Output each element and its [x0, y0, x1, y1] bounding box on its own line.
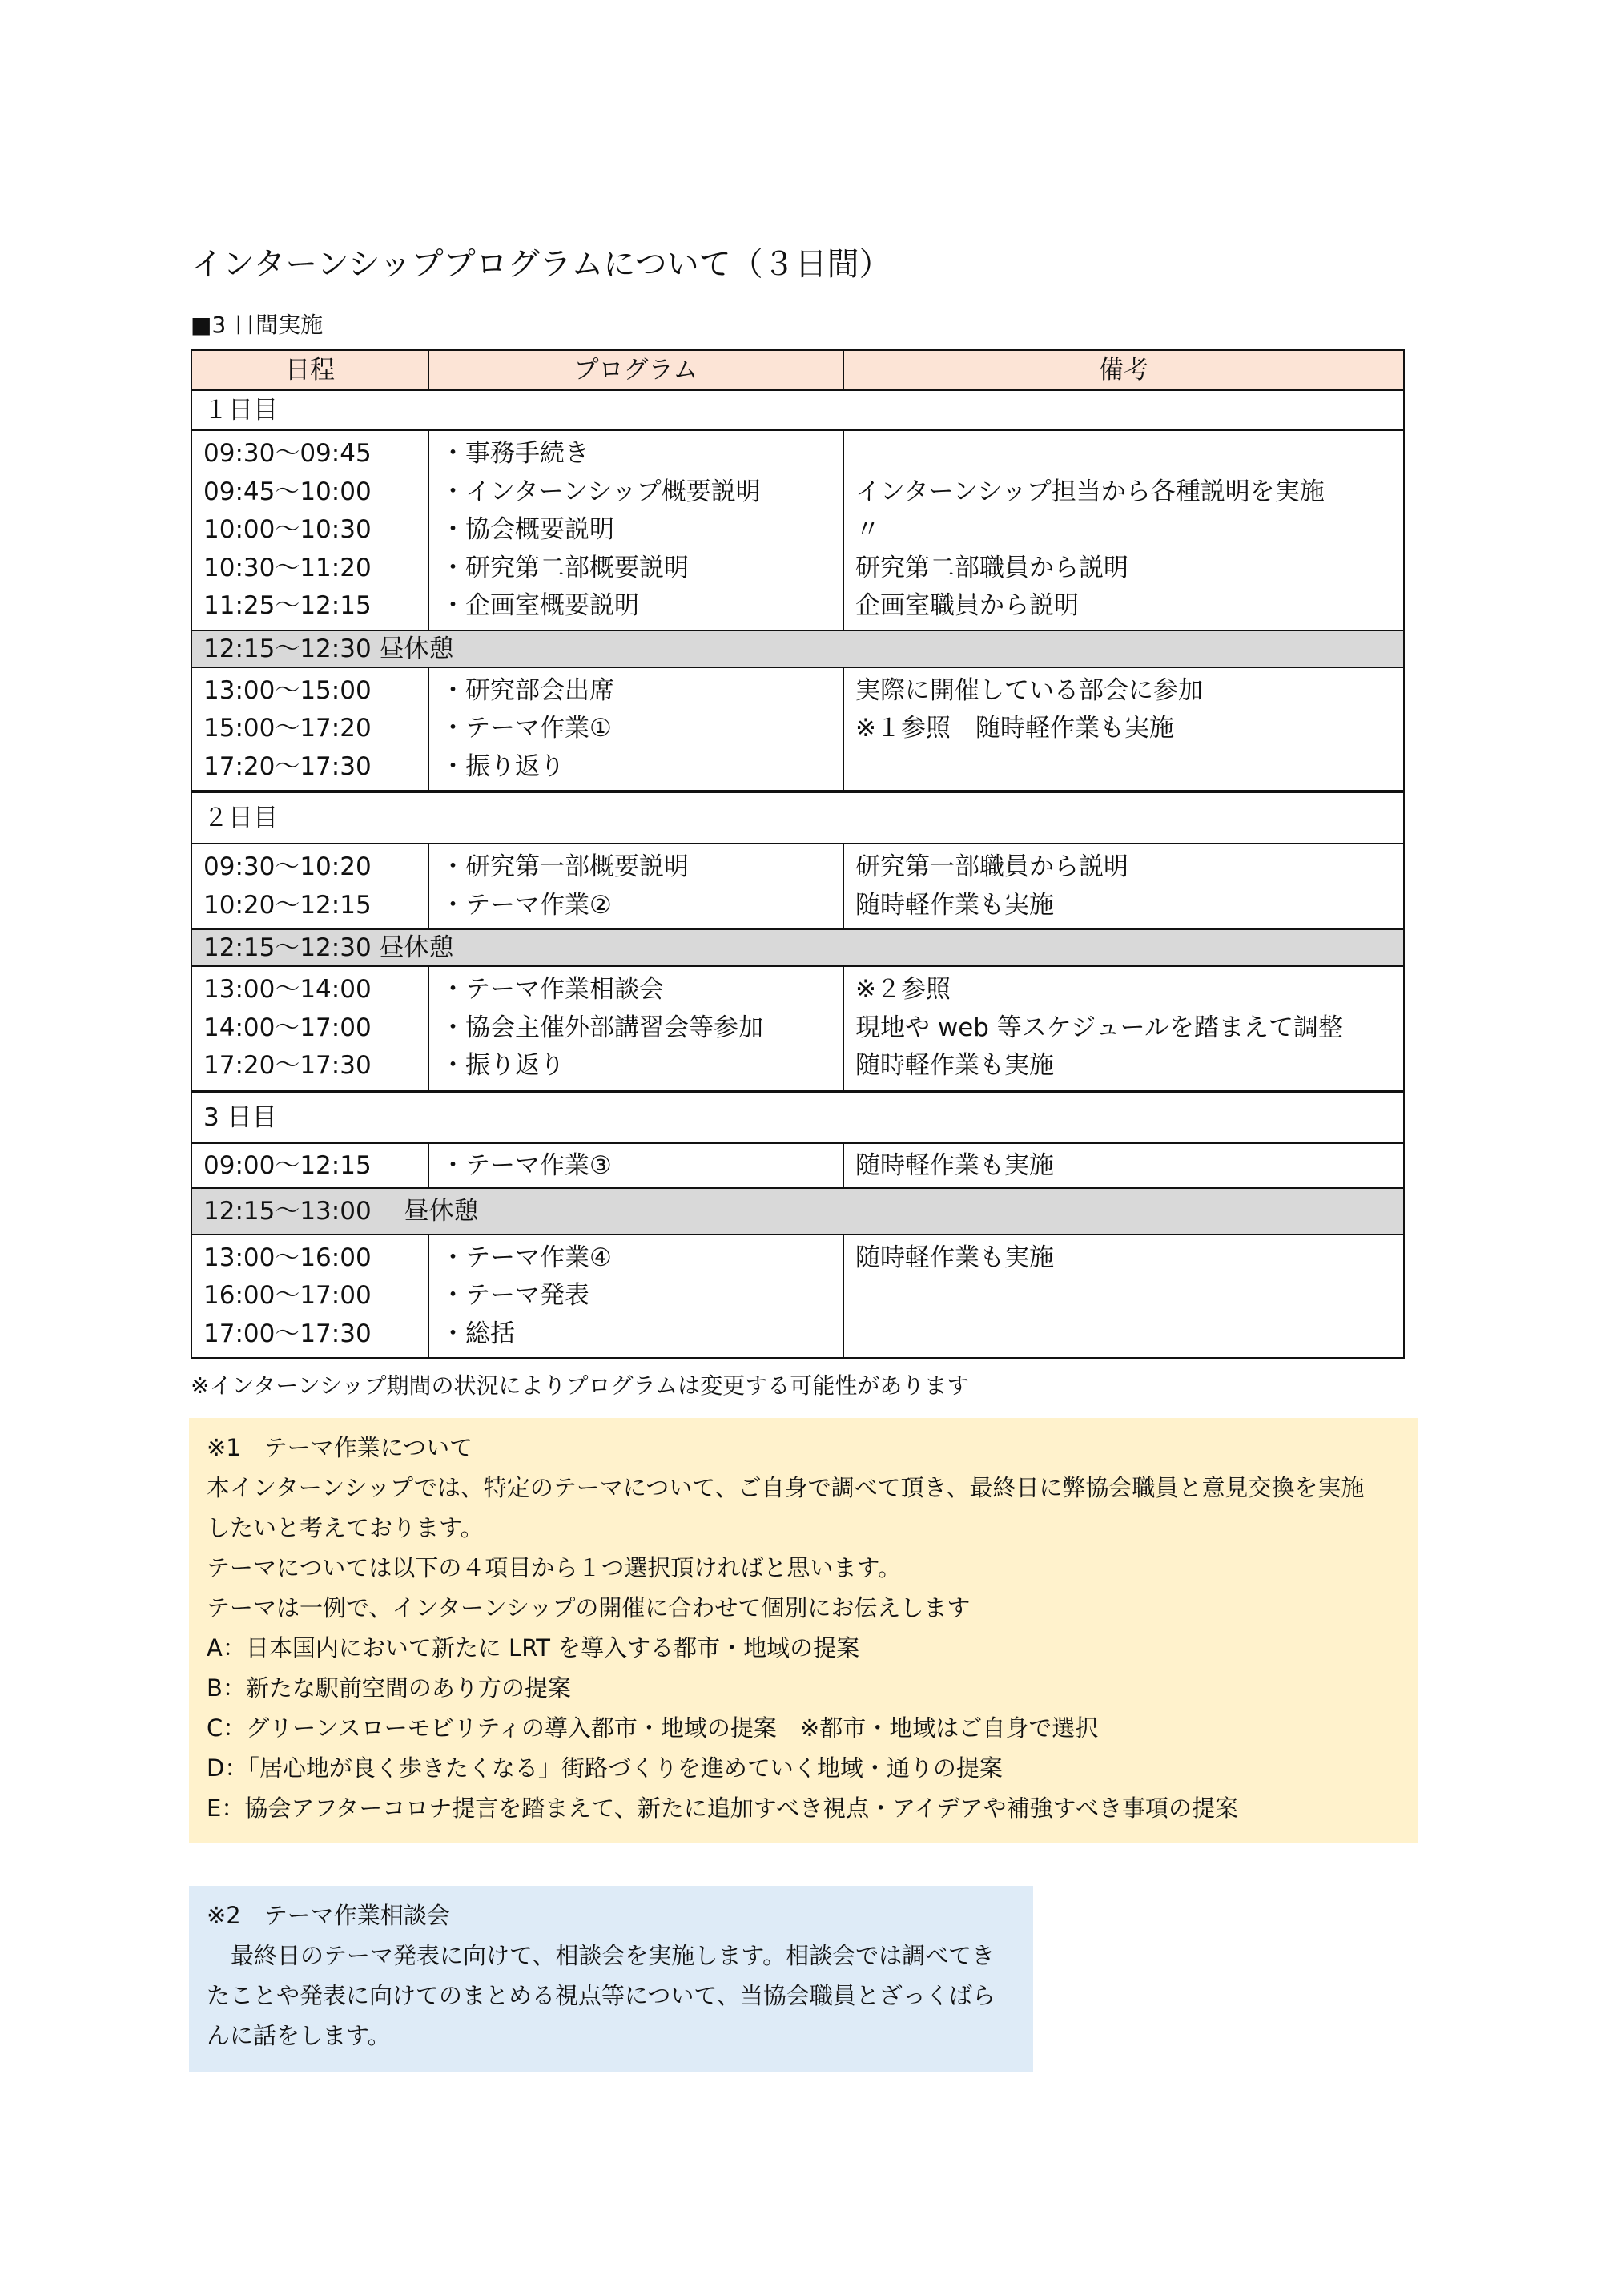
program: ・インターンシップ概要説明	[440, 477, 761, 506]
time: 17:00～17:30	[203, 1319, 372, 1348]
day2-label: ２日目	[203, 804, 278, 832]
text-line: テーマは一例で、インターンシップの開催に合わせて個別にお伝えします	[207, 1594, 971, 1621]
time: 09:45～10:00	[203, 477, 372, 506]
program: ・協会概要説明	[440, 515, 614, 544]
time-cell	[192, 668, 429, 791]
time: 14:00～17:00	[203, 1013, 372, 1042]
theme-option-b: B：新たな駅前空間のあり方の提案	[207, 1674, 571, 1702]
day1-label-row	[192, 389, 1403, 429]
remarks-cell	[844, 668, 1403, 791]
time: 13:00～16:00	[203, 1243, 372, 1272]
remark: 企画室職員から説明	[855, 591, 1079, 620]
day3-break-row	[192, 1187, 1403, 1234]
day2-afternoon-row	[192, 965, 1403, 1090]
day2-label-row	[192, 790, 1403, 843]
program: ・振り返り	[440, 1051, 565, 1080]
day1-afternoon-row	[192, 667, 1403, 791]
remark: 随時軽作業も実施	[855, 1051, 1054, 1080]
remark: 研究第二部職員から説明	[855, 553, 1128, 582]
program-change-note: ※インターンシップ期間の状況によりプログラムは変更する可能性があります	[191, 1372, 970, 1399]
program: ・企画室概要説明	[440, 591, 639, 620]
time: 09:30～09:45	[203, 439, 372, 468]
remarks-cell	[844, 431, 1403, 630]
program-cell	[429, 668, 844, 791]
program-cell	[429, 1235, 844, 1358]
time: 17:20～17:30	[203, 751, 372, 781]
schedule-table	[191, 349, 1405, 1359]
theme-work-title: ※1 テーマ作業について	[207, 1434, 473, 1461]
time: 16:00～17:00	[203, 1281, 372, 1310]
section-label: ■3 日間実施	[191, 312, 324, 338]
time: 10:30～11:20	[203, 553, 372, 582]
text-line: 本インターンシップでは、特定のテーマについて、ご自身で調べて頂き、最終日に弊協会職員と意見交換を実施	[207, 1474, 1365, 1501]
header-remarks: 備考	[1099, 356, 1148, 385]
remark: インターンシップ担当から各種説明を実施	[855, 477, 1325, 506]
text-line: 最終日のテーマ発表に向けて、相談会を実施します。相談会では調べてき	[231, 1942, 996, 1969]
theme-option-c: C：グリーンスローモビリティの導入都市・地域の提案 ※都市・地域はご自身で選択	[207, 1714, 1099, 1742]
time: 10:00～10:30	[203, 515, 372, 544]
table-header	[192, 351, 1403, 389]
theme-option-a: A：日本国内において新たに LRT を導入する都市・地域の提案	[207, 1634, 860, 1662]
program: ・研究第二部概要説明	[440, 553, 689, 582]
day2-morning-row	[192, 843, 1403, 928]
theme-option-d: D：「居心地が良く歩きたくなる」街路づくりを進めていく地域・通りの提案	[207, 1754, 1003, 1782]
day1-break-row	[192, 630, 1403, 667]
time: 09:00～12:15	[192, 1144, 429, 1187]
text-line: んに話をします。	[207, 2022, 391, 2049]
time: 15:00～17:20	[203, 714, 372, 743]
page-title: インターンシッププログラムについて（３日間）	[191, 246, 891, 283]
program: ・振り返り	[440, 751, 565, 781]
remark	[855, 1277, 1392, 1315]
remarks-cell	[844, 967, 1403, 1090]
text-line: テーマについては以下の４項目から１つ選択頂ければと思います。	[207, 1554, 902, 1581]
time-cell	[192, 844, 429, 928]
day3-label: 3 日目	[203, 1102, 277, 1132]
remark: 実際に開催している部会に参加	[855, 675, 1203, 705]
remark: 研究第一部職員から説明	[855, 852, 1128, 881]
day1-label: １日目	[203, 396, 278, 425]
time: 11:25～12:15	[203, 591, 372, 620]
remark	[855, 1315, 1392, 1354]
program-cell	[429, 967, 844, 1090]
program: ・総括	[440, 1319, 515, 1348]
program: ・テーマ作業④	[440, 1243, 612, 1272]
time-cell	[192, 1235, 429, 1358]
program-cell	[429, 431, 844, 630]
program: ・テーマ作業②	[440, 890, 612, 920]
break-label: 12:15～12:30 昼休憩	[203, 634, 454, 663]
remark: 随時軽作業も実施	[855, 1243, 1054, 1272]
remark	[855, 748, 1392, 787]
day1-morning-row	[192, 429, 1403, 630]
remark	[855, 435, 1392, 473]
day2-break-row	[192, 928, 1403, 965]
text-line: たことや発表に向けてのまとめる視点等について、当協会職員とざっくばら	[207, 1982, 996, 2009]
break-label: 12:15～12:30 昼休憩	[203, 933, 454, 962]
time-cell	[192, 431, 429, 630]
day3-label-row	[192, 1090, 1403, 1142]
remarks-cell	[844, 844, 1403, 928]
header-schedule: 日程	[192, 351, 429, 389]
break-label: 12:15～13:00 昼休憩	[203, 1196, 479, 1226]
program: ・研究第一部概要説明	[440, 852, 689, 881]
text-line: したいと考えております。	[207, 1514, 484, 1541]
header-program: プログラム	[429, 351, 844, 389]
remarks-cell	[844, 1235, 1403, 1358]
program: ・協会主催外部講習会等参加	[440, 1013, 763, 1042]
program: ・テーマ発表	[440, 1281, 589, 1310]
consultation-box	[189, 1886, 1033, 2072]
program: ・テーマ作業相談会	[440, 975, 664, 1004]
remark: 随時軽作業も実施	[855, 890, 1054, 920]
program: ・テーマ作業③	[429, 1144, 844, 1187]
day3-morning-row	[192, 1142, 1403, 1187]
time-cell	[192, 967, 429, 1090]
remark: 随時軽作業も実施	[855, 1150, 1054, 1180]
time: 13:00～14:00	[203, 975, 372, 1004]
time: 10:20～12:15	[203, 890, 372, 920]
time: 17:20～17:30	[203, 1051, 372, 1080]
consultation-title: ※2 テーマ作業相談会	[207, 1902, 450, 1929]
theme-work-box	[189, 1418, 1418, 1843]
time: 09:30～10:20	[203, 852, 372, 881]
program: ・事務手続き	[440, 439, 589, 468]
remark: 〃	[855, 515, 880, 544]
program-cell	[429, 844, 844, 928]
remark: 現地や web 等スケジュールを踏まえて調整	[855, 1013, 1343, 1042]
program: ・研究部会出席	[440, 675, 614, 705]
program: ・テーマ作業①	[440, 714, 612, 743]
time: 13:00～15:00	[203, 675, 372, 705]
remark: ※２参照	[855, 975, 951, 1004]
remark: ※１参照 随時軽作業も実施	[855, 714, 1174, 743]
theme-option-e: E：協会アフターコロナ提言を踏まえて、新たに追加すべき視点・アイデアや補強すべき事項の提案	[207, 1795, 1238, 1822]
day3-afternoon-row	[192, 1234, 1403, 1358]
